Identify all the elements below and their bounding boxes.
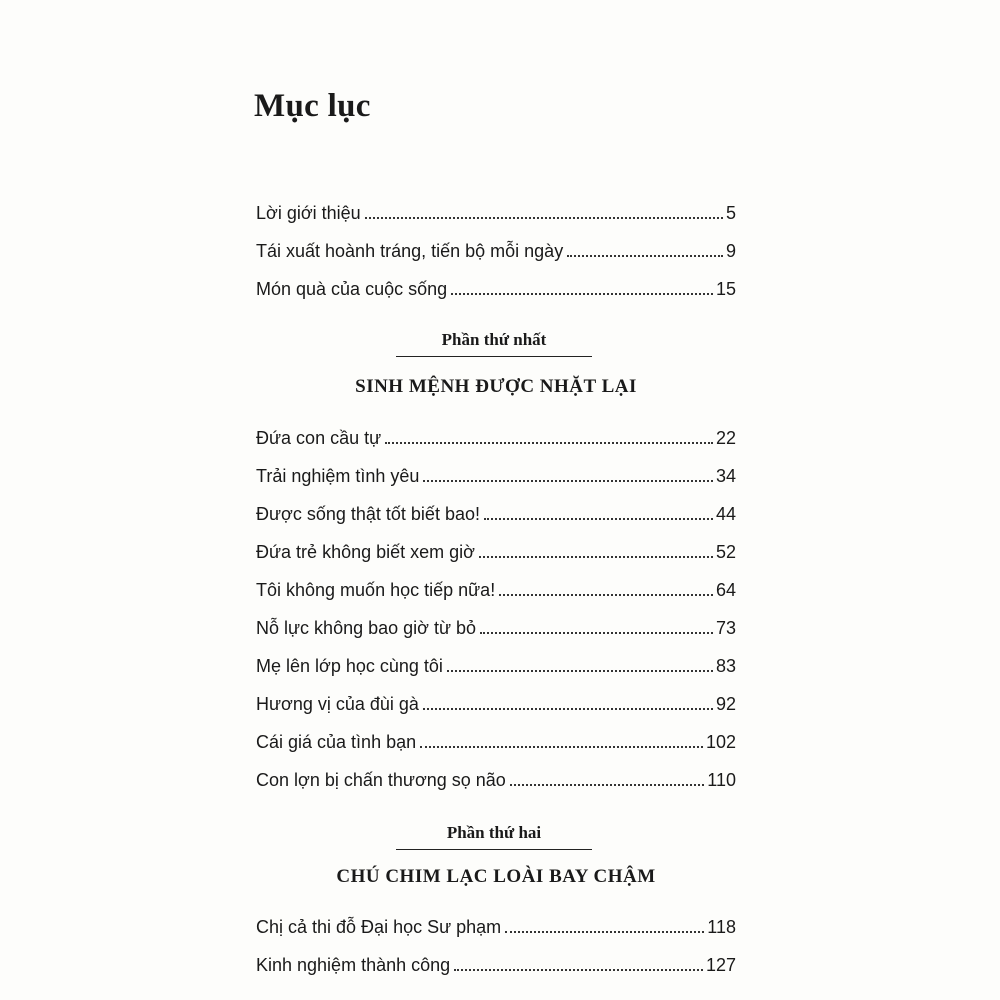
toc-entry-title: Món quà của cuộc sống [256, 279, 448, 299]
dot-leader [423, 708, 713, 710]
toc-entry-page: 83 [715, 656, 736, 676]
toc-entry[interactable] [256, 651, 736, 677]
dot-leader [567, 255, 723, 257]
dot-leader [484, 518, 713, 520]
toc-entry-title: Mẹ lên lớp học cùng tôi [256, 656, 443, 676]
toc-entry[interactable] [256, 198, 736, 224]
dot-leader [499, 594, 713, 596]
part-label: Phần thứ nhất [396, 330, 592, 357]
toc-entry-title: Kinh nghiệm thành công [256, 955, 451, 975]
dot-leader [479, 556, 713, 558]
dot-leader [510, 784, 704, 786]
part-label: Phần thứ hai [396, 823, 592, 850]
toc-entry-title: Tôi không muốn học tiếp nữa! [256, 580, 496, 600]
toc-entry-title: Lời giới thiệu [256, 203, 361, 223]
toc-entry-title: Trải nghiệm tình yêu [256, 466, 420, 486]
toc-entry-page: 102 [705, 732, 736, 752]
toc-entry-page: 118 [707, 917, 736, 937]
toc-entry-title: Đứa trẻ không biết xem giờ [256, 542, 475, 562]
toc-entry[interactable] [256, 950, 736, 976]
dot-leader [447, 670, 713, 672]
toc-entry-page: 64 [715, 580, 736, 600]
toc-entry-title: Chị cả thi đỗ Đại học Sư phạm [256, 917, 502, 937]
toc-entry-page: 52 [715, 542, 736, 562]
toc-entry[interactable] [256, 537, 736, 563]
toc-entry-title: Con lợn bị chấn thương sọ não [256, 770, 506, 790]
dot-leader [454, 969, 703, 971]
dot-leader [385, 442, 713, 444]
dot-leader [505, 931, 704, 933]
toc-entry[interactable] [256, 912, 736, 938]
dot-leader [451, 293, 713, 295]
dot-leader [423, 480, 713, 482]
toc-entry-title: Hương vị của đùi gà [256, 694, 419, 714]
toc-entry-page: 73 [715, 618, 736, 638]
toc-entry[interactable] [256, 499, 736, 525]
dot-leader [480, 632, 713, 634]
toc-entry-page: 22 [715, 428, 736, 448]
toc-entry[interactable] [256, 423, 736, 449]
toc-entry-title: Đứa con cầu tự [256, 428, 382, 448]
dot-leader [365, 217, 723, 219]
toc-entry-page: 9 [725, 241, 736, 261]
toc-entry-title: Được sống thật tốt biết bao! [256, 504, 480, 524]
dot-leader [420, 746, 703, 748]
toc-entry[interactable] [256, 613, 736, 639]
toc-entry[interactable] [256, 765, 736, 791]
toc-entry-page: 15 [715, 279, 736, 299]
toc-entry[interactable] [256, 461, 736, 487]
toc-entry-page: 34 [715, 466, 736, 486]
toc-entry-title: Tái xuất hoành tráng, tiến bộ mỗi ngày [256, 241, 564, 261]
toc-entry-page: 5 [725, 203, 736, 223]
toc-entry-title: Nỗ lực không bao giờ từ bỏ [256, 618, 477, 638]
toc-entry[interactable] [256, 727, 736, 753]
toc-entry[interactable] [256, 236, 736, 262]
toc-entry[interactable] [256, 575, 736, 601]
toc-entry-title: Cái giá của tình bạn [256, 732, 417, 752]
toc-entry-page: 110 [707, 770, 736, 790]
toc-entry-page: 92 [715, 694, 736, 714]
toc-entry-page: 127 [705, 955, 736, 975]
part-title: SINH MỆNH ĐƯỢC NHẶT LẠI [355, 376, 637, 397]
toc-entry[interactable] [256, 274, 736, 300]
page-title: Mục lục [254, 88, 371, 124]
toc-entry[interactable] [256, 689, 736, 715]
toc-entry-page: 44 [715, 504, 736, 524]
part-title: CHÚ CHIM LẠC LOÀI BAY CHẬM [336, 866, 656, 887]
